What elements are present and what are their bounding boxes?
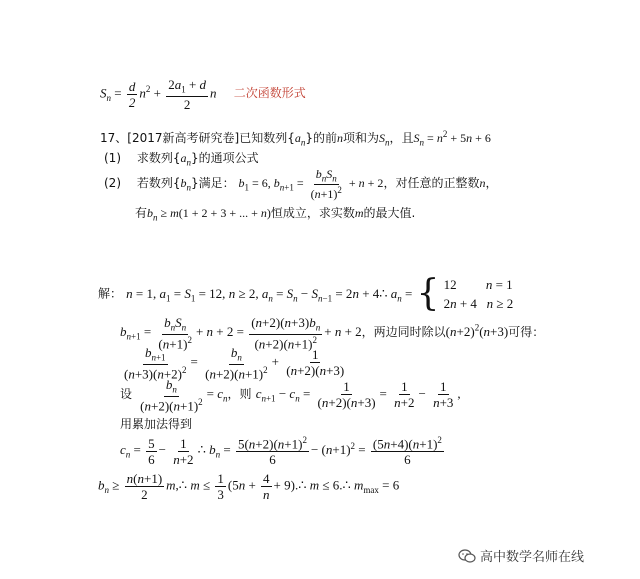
watermark <box>458 546 584 565</box>
part-2: (2) 若数列$\{b_n\}$满足： $b_1 = 6$, $b_{n+1}$ = $\frac{b_nS_n}{(n+1)^2}$ + n + 2，对任意的正整数n， <box>104 167 498 202</box>
solution-line-1: 解： n = 1, $a_1 = S_1 = 12$, n ≥ 2, $a_n = S_n - S_{n-1} = 2n$ + 4∴ $a_n$ = { 12 n = 1 2n + 4 n ≥ 2 <box>98 273 514 314</box>
solution-line-2: $b_{n+1}$ = $\frac{b_nS_n}{(n+1)^2}$ + n + 2 = $\frac{(n+2)(n+3)b_n}{(n+2)(n+1)^2}$ + n + 2，两边同时除以$(n+2)^2(n+3)$可得： <box>120 315 545 351</box>
solution-line-3: $\frac{b_{n+1}}{(n+3)(n+2)^2}$ = $\frac{b_n}{(n+2)(n+1)^2}$ + $\frac{1}{(n+2)(n+3)}$ <box>124 345 345 381</box>
part-1: (1) 求数列$\{a_n\}$的通项公式 <box>104 151 259 168</box>
formula-label: 二次函数形式 <box>233 86 306 101</box>
solution-line-4: 设 $\frac{b_n}{(n+2)(n+1)^2}$ = $c_n$，则 $c_{n+1} - c_n$ = $\frac{1}{(n+2)(n+3)}$ = $\frac{1}{n+2}$ − $\frac{1}{n+3}$ , <box>120 377 461 413</box>
solution-line-5: $c_n$ = $\frac{5}{6}$ − $\frac{1}{n+2}$ ∴ $b_n$ = $\frac{5(n+2)(n+1)^2}{6}$ − $(n+1)^2$ = $\frac{(5n+4)(n+1)^2}{6}$ <box>120 435 442 468</box>
solution-line-6: $b_n$ ≥ $\frac{n(n+1)}{2}$ m,∴ m ≤ $\frac{1}{3}$ (5n + $\frac{4}{n}$ + 9).∴ m ≤ 6.∴ $m_{max} = 6$ <box>98 471 400 502</box>
problem-statement: 17、[2017新高考研究卷]已知数列$\{a_n\}$的前n项和为$S_n$，且$S_n = n^2 + 5n + 6$ <box>100 129 491 148</box>
sum-formula: $S_n$ = $\frac{d}{2}$ $n^2$ + $\frac{2a_1 + d}{2}$ n 二次函数形式 <box>100 77 306 112</box>
part-2-line2: 有$b_n \ge m(1 + 2 + 3$ + ... + n)恒成立，求实数m的最大值. <box>135 206 416 223</box>
cumsum-text: 用累加法得到 <box>120 417 193 431</box>
wechat-icon <box>458 549 476 563</box>
watermark-text: 高中数学名师在线 <box>480 550 585 565</box>
